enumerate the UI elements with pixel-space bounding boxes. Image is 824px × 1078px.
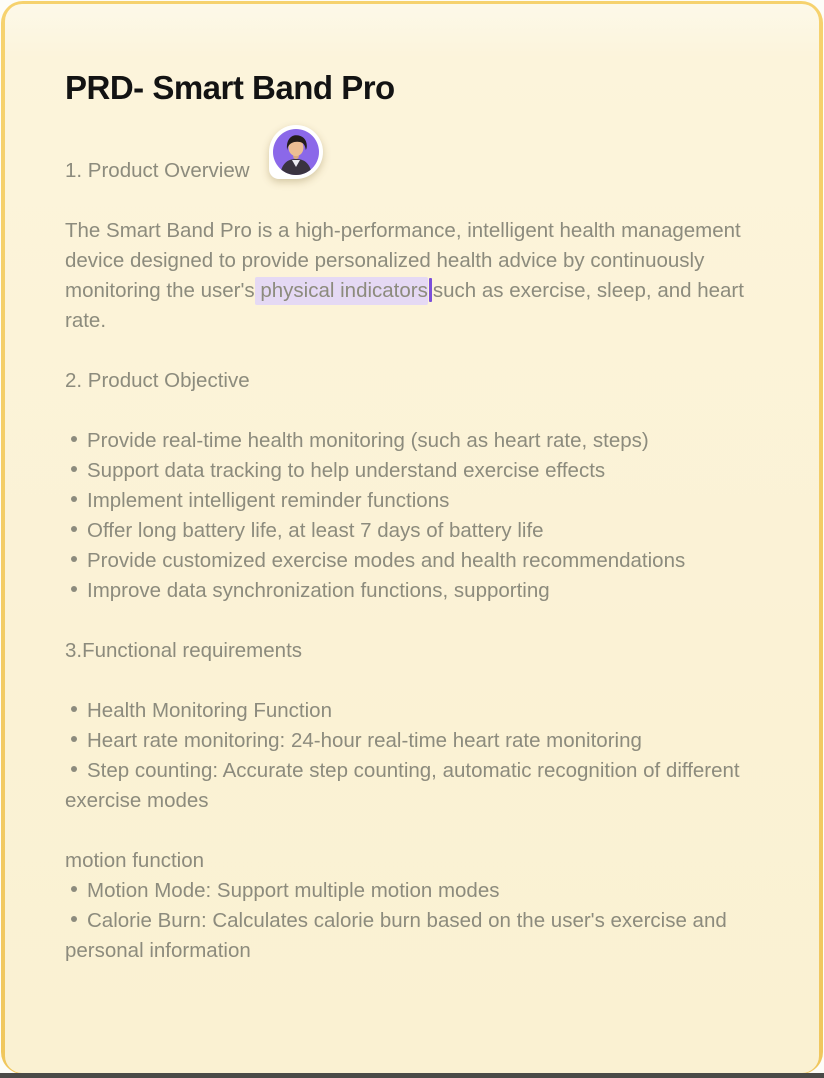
text-cursor-caret: [429, 278, 432, 302]
motion-heading: motion function: [65, 849, 205, 872]
list-item: Health Monitoring Function: [65, 696, 759, 726]
paragraph-text: The Smart Band Pro is a high-performance, intelligent health management device designed to provide personalized health advice by continuously monitoring the user's: [65, 219, 741, 302]
overview-paragraph: [65, 216, 759, 336]
list-item: Provide real-time health monitoring (such as heart rate, steps): [65, 426, 759, 456]
document-editor[interactable]: [5, 4, 819, 1073]
list-item: Support data tracking to help understand exercise effects: [65, 456, 759, 486]
list-item: Motion Mode: Support multiple motion modes: [65, 876, 759, 906]
overview-heading-row: [65, 156, 759, 186]
functional-heading: 3.Functional requirements: [65, 639, 303, 662]
list-item: Improve data synchronization functions, supporting: [65, 576, 759, 606]
overview-heading: 1. Product Overview: [65, 159, 250, 182]
list-item: Heart rate monitoring: 24-hour real-time heart rate monitoring: [65, 726, 759, 756]
paragraph-text-after: such as exercise, sleep, and heart rate.: [65, 279, 744, 332]
collaborator-avatar-bubble[interactable]: [269, 125, 323, 179]
document-card[interactable]: [5, 4, 819, 1073]
objective-bullet-list: [65, 426, 759, 606]
list-item: Step counting: Accurate step counting, automatic recognition of different exercise modes: [65, 756, 759, 816]
user-avatar-image: [273, 129, 319, 175]
window-bottom-edge: [0, 1073, 824, 1078]
functional-bullet-list: [65, 696, 759, 816]
page-title: PRD- Smart Band Pro: [65, 69, 395, 106]
list-item: Offer long battery life, at least 7 days of battery life: [65, 516, 759, 546]
list-item: Calorie Burn: Calculates calorie burn based on the user's exercise and personal information: [65, 906, 759, 966]
list-item: Implement intelligent reminder functions: [65, 486, 759, 516]
selected-text-highlight: physical indicators: [255, 277, 428, 305]
motion-bullet-list: [65, 876, 759, 966]
list-item: Provide customized exercise modes and health recommendations: [65, 546, 759, 576]
objective-heading: 2. Product Objective: [65, 369, 250, 392]
